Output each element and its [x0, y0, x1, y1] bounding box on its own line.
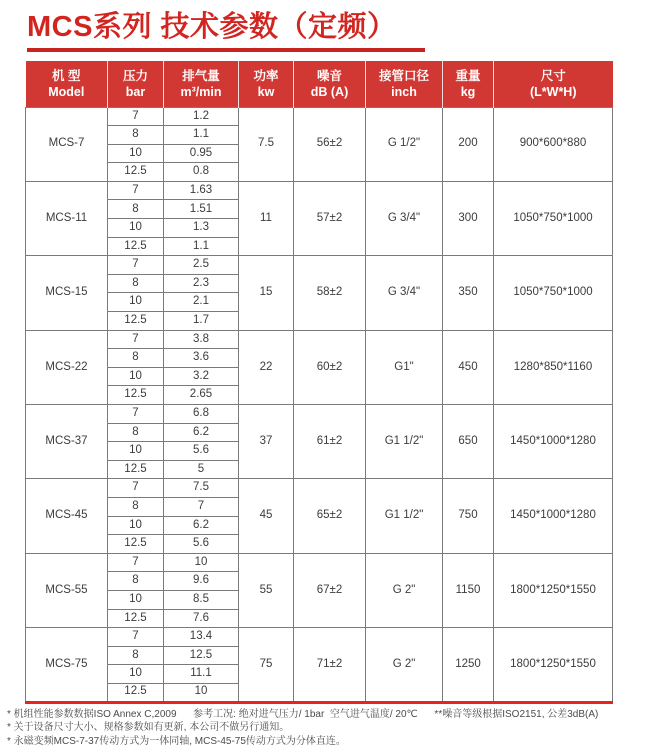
- col-header-pressure-unit: bar: [125, 84, 146, 99]
- pipe-cell: G 2": [366, 553, 443, 627]
- noise-cell: 58±2: [294, 256, 366, 330]
- pressure-cell: 7: [108, 553, 164, 572]
- col-header-model-cn: 机 型: [52, 68, 81, 83]
- col-header-displacement: [164, 61, 239, 107]
- col-header-pipe-cn: 接管口径: [378, 68, 429, 83]
- dims-cell: 1450*1000*1280: [494, 479, 613, 553]
- power-cell: 37: [239, 405, 294, 479]
- pipe-cell: G 3/4": [366, 181, 443, 255]
- table-row: [26, 628, 613, 647]
- noise-cell: 57±2: [294, 181, 366, 255]
- dims-cell: 900*600*880: [494, 107, 613, 181]
- displacement-cell: 1.7: [164, 312, 239, 331]
- pressure-cell: 7: [108, 405, 164, 424]
- table-row: [26, 479, 613, 498]
- model-cell: MCS-45: [26, 479, 108, 553]
- displacement-cell: 2.1: [164, 293, 239, 312]
- pressure-cell: 8: [108, 126, 164, 145]
- table-row: [26, 256, 613, 275]
- pressure-cell: 8: [108, 572, 164, 591]
- col-header-weight-unit: kg: [460, 84, 476, 99]
- pressure-cell: 12.5: [108, 237, 164, 256]
- col-header-power: [239, 61, 294, 107]
- col-header-model: [26, 61, 108, 107]
- displacement-cell: 9.6: [164, 572, 239, 591]
- col-header-power-unit: kw: [257, 84, 275, 99]
- dims-cell: 1450*1000*1280: [494, 405, 613, 479]
- displacement-cell: 10: [164, 553, 239, 572]
- model-cell: MCS-75: [26, 628, 108, 702]
- displacement-cell: 10: [164, 683, 239, 702]
- displacement-cell: 1.3: [164, 219, 239, 238]
- table-header: [26, 61, 613, 107]
- table-body: [26, 107, 613, 702]
- pipe-cell: G 1/2": [366, 107, 443, 181]
- col-header-pressure-cn: 压力: [122, 68, 148, 83]
- col-header-pressure: [108, 61, 164, 107]
- model-cell: MCS-55: [26, 553, 108, 627]
- pipe-cell: G 2": [366, 628, 443, 702]
- col-header-model-en: Model: [48, 84, 85, 99]
- displacement-cell: 6.2: [164, 516, 239, 535]
- dims-cell: 1280*850*1160: [494, 330, 613, 404]
- displacement-cell: 1.1: [164, 126, 239, 145]
- displacement-cell: 13.4: [164, 628, 239, 647]
- col-header-displacement-unit: m³/min: [180, 84, 222, 99]
- col-header-noise-cn: 噪音: [316, 68, 342, 83]
- col-header-dims-unit: (L*W*H): [529, 84, 577, 99]
- weight-cell: 450: [443, 330, 494, 404]
- power-cell: 45: [239, 479, 294, 553]
- col-header-weight: [443, 61, 494, 107]
- pressure-cell: 10: [108, 590, 164, 609]
- pressure-cell: 12.5: [108, 609, 164, 628]
- table-row: [26, 107, 613, 126]
- col-header-pipe-unit: inch: [391, 84, 417, 99]
- displacement-cell: 6.2: [164, 423, 239, 442]
- pressure-cell: 10: [108, 516, 164, 535]
- pressure-cell: 12.5: [108, 460, 164, 479]
- weight-cell: 650: [443, 405, 494, 479]
- footnote-spec-change-notice: * 关于设备尺寸大小、规格参数如有更新, 本公司不做另行通知。: [7, 722, 290, 733]
- displacement-cell: 1.63: [164, 181, 239, 200]
- displacement-cell: 12.5: [164, 646, 239, 665]
- pressure-cell: 7: [108, 181, 164, 200]
- col-header-pipe: [366, 61, 443, 107]
- dims-cell: 1050*750*1000: [494, 256, 613, 330]
- footnotes: [7, 708, 650, 749]
- dims-cell: 1050*750*1000: [494, 181, 613, 255]
- footnote-drive-type: * 永磁变频MCS-7-37传动方式为一体同轴, MCS-45-75传动方式为分体直连。: [7, 735, 346, 747]
- pipe-cell: G 3/4": [366, 256, 443, 330]
- pressure-cell: 8: [108, 423, 164, 442]
- displacement-cell: 5.6: [164, 535, 239, 554]
- dims-cell: 1800*1250*1550: [494, 553, 613, 627]
- pressure-cell: 7: [108, 628, 164, 647]
- footnote-performance-standard: * 机组性能参数数据ISO Annex C,2009 参考工况: 绝对进气压力/ 1bar 空气进气温度/ 20℃ **噪音等级根据ISO2151, 公差3dB(A): [7, 708, 599, 720]
- table-row: [26, 405, 613, 424]
- model-cell: MCS-22: [26, 330, 108, 404]
- displacement-cell: 5: [164, 460, 239, 479]
- power-cell: 55: [239, 553, 294, 627]
- displacement-cell: 2.65: [164, 386, 239, 405]
- model-cell: MCS-15: [26, 256, 108, 330]
- col-header-power-cn: 功率: [253, 68, 279, 83]
- noise-cell: 67±2: [294, 553, 366, 627]
- weight-cell: 750: [443, 479, 494, 553]
- displacement-cell: 1.51: [164, 200, 239, 219]
- spec-table: [25, 61, 613, 704]
- weight-cell: 1250: [443, 628, 494, 702]
- displacement-cell: 2.5: [164, 256, 239, 275]
- model-cell: MCS-37: [26, 405, 108, 479]
- pressure-cell: 8: [108, 200, 164, 219]
- pressure-cell: 12.5: [108, 163, 164, 182]
- pressure-cell: 7: [108, 256, 164, 275]
- displacement-cell: 2.3: [164, 274, 239, 293]
- pressure-cell: 8: [108, 646, 164, 665]
- power-cell: 11: [239, 181, 294, 255]
- model-cell: MCS-11: [26, 181, 108, 255]
- power-cell: 22: [239, 330, 294, 404]
- displacement-cell: 7: [164, 497, 239, 516]
- displacement-cell: 11.1: [164, 665, 239, 684]
- displacement-cell: 0.95: [164, 144, 239, 163]
- noise-cell: 65±2: [294, 479, 366, 553]
- noise-cell: 71±2: [294, 628, 366, 702]
- col-header-weight-cn: 重量: [455, 68, 481, 83]
- pressure-cell: 12.5: [108, 312, 164, 331]
- power-cell: 7.5: [239, 107, 294, 181]
- displacement-cell: 3.6: [164, 349, 239, 368]
- pipe-cell: G1 1/2": [366, 405, 443, 479]
- pressure-cell: 7: [108, 479, 164, 498]
- pressure-cell: 8: [108, 497, 164, 516]
- displacement-cell: 6.8: [164, 405, 239, 424]
- pressure-cell: 7: [108, 330, 164, 349]
- displacement-cell: 8.5: [164, 590, 239, 609]
- table-row: [26, 330, 613, 349]
- col-header-displacement-cn: 排气量: [182, 68, 220, 83]
- noise-cell: 56±2: [294, 107, 366, 181]
- table-row: [26, 553, 613, 572]
- displacement-cell: 1.2: [164, 107, 239, 126]
- pipe-cell: G1 1/2": [366, 479, 443, 553]
- title-underline: [27, 48, 425, 52]
- displacement-cell: 5.6: [164, 442, 239, 461]
- displacement-cell: 7.5: [164, 479, 239, 498]
- pressure-cell: 10: [108, 367, 164, 386]
- model-cell: MCS-7: [26, 107, 108, 181]
- weight-cell: 350: [443, 256, 494, 330]
- col-header-noise-unit: dB (A): [310, 84, 349, 99]
- weight-cell: 200: [443, 107, 494, 181]
- pressure-cell: 10: [108, 293, 164, 312]
- displacement-cell: 3.2: [164, 367, 239, 386]
- noise-cell: 60±2: [294, 330, 366, 404]
- pipe-cell: G1": [366, 330, 443, 404]
- noise-cell: 61±2: [294, 405, 366, 479]
- pressure-cell: 7: [108, 107, 164, 126]
- table-row: [26, 181, 613, 200]
- col-header-noise: [294, 61, 366, 107]
- displacement-cell: 0.8: [164, 163, 239, 182]
- displacement-cell: 1.1: [164, 237, 239, 256]
- pressure-cell: 12.5: [108, 386, 164, 405]
- displacement-cell: 3.8: [164, 330, 239, 349]
- col-header-dims-cn: 尺寸: [540, 68, 566, 83]
- page-title: MCS系列 技术参数（定频）: [27, 11, 397, 43]
- displacement-cell: 7.6: [164, 609, 239, 628]
- weight-cell: 300: [443, 181, 494, 255]
- pressure-cell: 12.5: [108, 683, 164, 702]
- pressure-cell: 10: [108, 665, 164, 684]
- col-header-dims: [494, 61, 613, 107]
- pressure-cell: 10: [108, 442, 164, 461]
- power-cell: 75: [239, 628, 294, 702]
- pressure-cell: 10: [108, 144, 164, 163]
- pressure-cell: 8: [108, 349, 164, 368]
- power-cell: 15: [239, 256, 294, 330]
- weight-cell: 1150: [443, 553, 494, 627]
- pressure-cell: 8: [108, 274, 164, 293]
- pressure-cell: 10: [108, 219, 164, 238]
- dims-cell: 1800*1250*1550: [494, 628, 613, 702]
- pressure-cell: 12.5: [108, 535, 164, 554]
